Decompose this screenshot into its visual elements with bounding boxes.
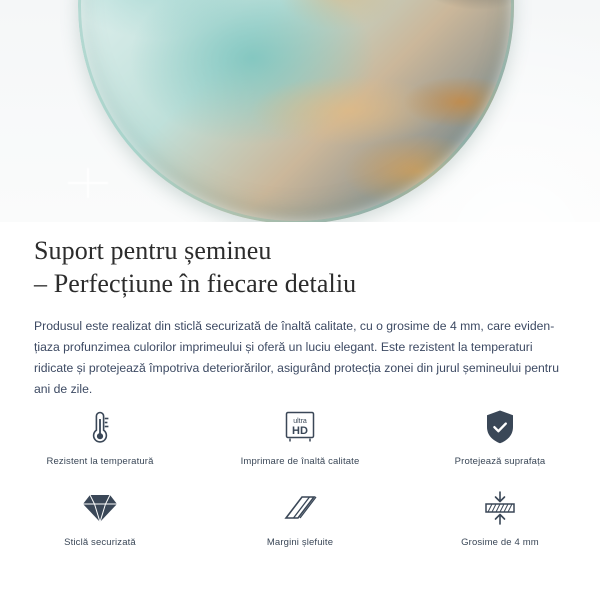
content-block [0, 222, 600, 400]
feature-item-tempered-glass [0, 485, 200, 548]
feature-label: Protejează suprafața [454, 456, 546, 467]
svg-text:ultra: ultra [293, 418, 307, 425]
feature-label: Sticlă securizată [64, 537, 136, 548]
thickness-4mm-icon [480, 485, 520, 531]
shield-check-icon [483, 404, 517, 450]
feature-label: Imprimare de înaltă calitate [240, 456, 360, 467]
feature-item-temperature [0, 404, 200, 467]
feature-label: Margini șlefuite [266, 537, 334, 548]
page-title [0, 222, 600, 300]
feature-label: Grosime de 4 mm [461, 537, 539, 548]
polished-edges-icon [280, 485, 320, 531]
ultra-hd-icon [279, 404, 321, 450]
feature-item-thickness [400, 485, 600, 548]
thermometer-icon [86, 404, 114, 450]
feature-grid [0, 404, 600, 548]
headline-line-2: – Perfecțiune în fiecare detaliu [34, 269, 357, 298]
feature-item-polished-edges [200, 485, 400, 548]
feature-item-print-quality [200, 404, 400, 467]
feature-item-surface-protection [400, 404, 600, 467]
diamond-icon [81, 485, 119, 531]
feature-label: Rezistent la temperatură [46, 456, 154, 467]
svg-text:HD: HD [292, 425, 308, 437]
headline-line-1: Suport pentru șemineu [34, 236, 272, 265]
hero-image [0, 0, 600, 222]
body-paragraph: Produsul este realizat din sticlă securizată de înaltă calitate, cu o grosime de 4 mm, care evidențiaza profunzimea culorilor imprimeului și oferă un luciu elegant. Este rezistent la temperaturi ridicate și protejează împotriva deteriorărilor, asigurând protecția zonei din jurul șemineului pentru ani de zile. [34, 319, 560, 396]
